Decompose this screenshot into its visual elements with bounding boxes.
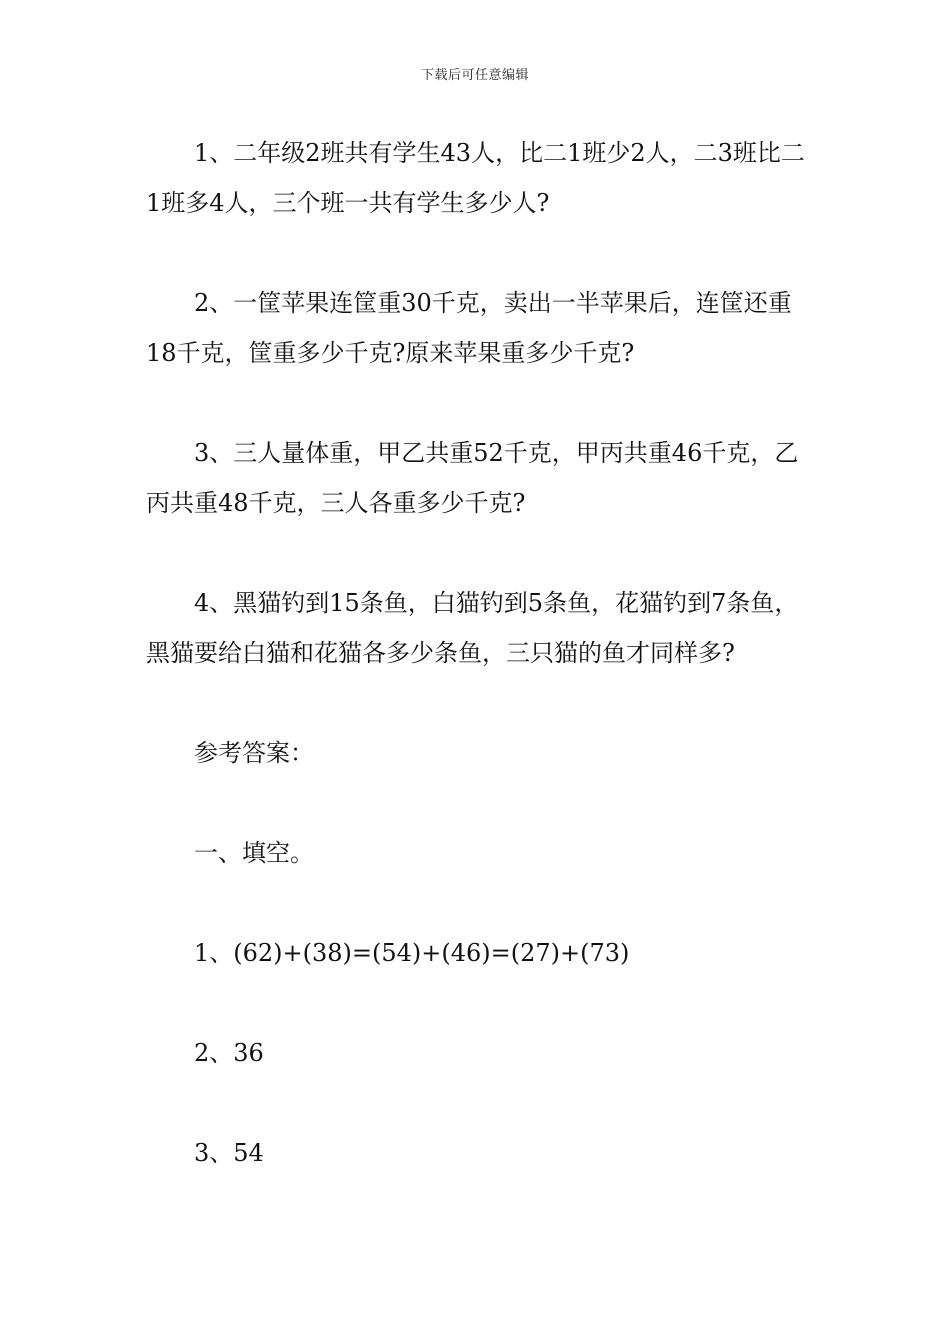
answers-section-title: 一、填空。 <box>194 839 314 867</box>
answer-item-1: 1、(62)+(38)=(54)+(46)=(27)+(73) <box>194 939 630 967</box>
question-4: 4、黑猫钓到15条鱼，白猫钓到5条鱼，花猫钓到7条鱼，黑猫要给白猫和花猫各多少条鱼，三只猫的鱼才同样多? <box>146 589 799 667</box>
answers-heading: 参考答案： <box>194 739 314 767</box>
question-2: 2、一筐苹果连筐重30千克，卖出一半苹果后，连筐还重18千克，筐重多少千克?原来苹果重多少千克? <box>146 289 792 367</box>
document-body <box>146 128 811 1178</box>
question-3: 3、三人量体重，甲乙共重52千克，甲丙共重46千克，乙丙共重48千克，三人各重多少千克? <box>146 439 799 517</box>
page-header: 下载后可任意编辑 <box>420 68 529 83</box>
answer-item-2: 2、36 <box>194 1039 264 1067</box>
question-1: 1、二年级2班共有学生43人，比二1班少2人，二3班比二1班多4人，三个班一共有学生多少人? <box>146 139 805 217</box>
answer-item-3: 3、54 <box>194 1139 264 1167</box>
